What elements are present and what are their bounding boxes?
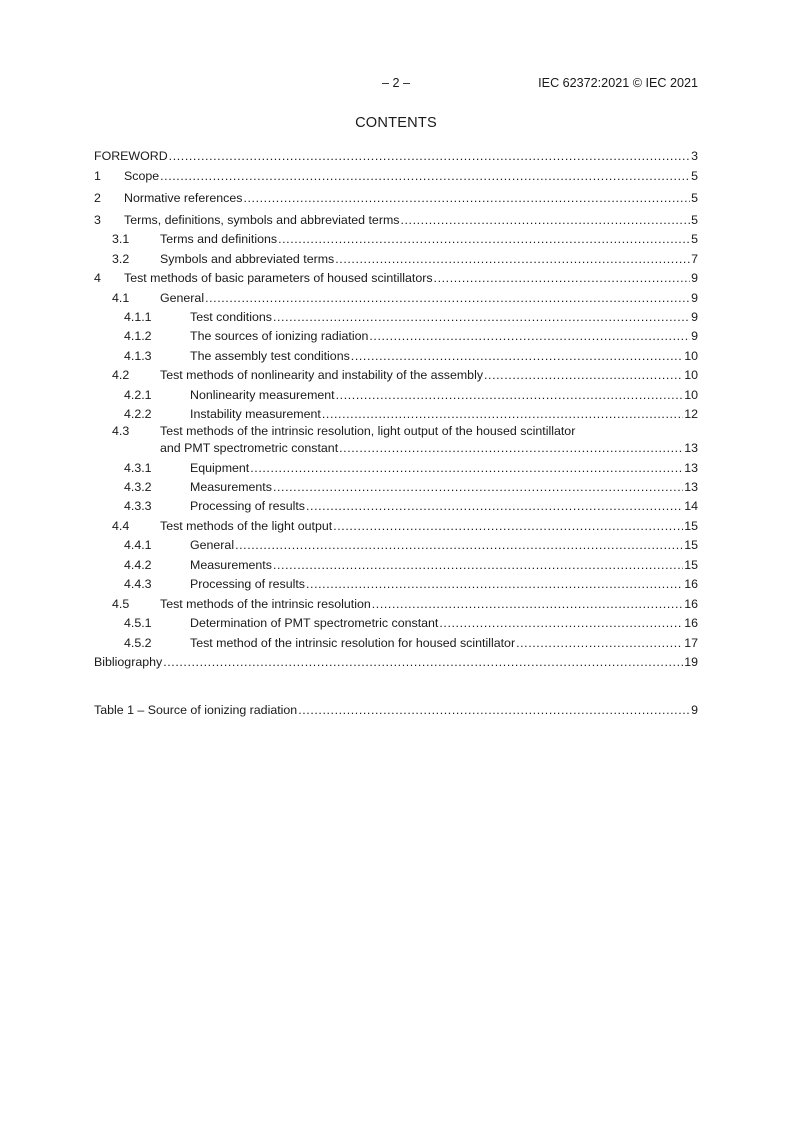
dot-leader — [434, 271, 691, 286]
toc-entry-page: 15 — [684, 557, 698, 572]
toc-entry-4-2-2[interactable] — [94, 403, 698, 422]
toc-entry-line — [112, 422, 698, 439]
toc-entry-4-3-1[interactable] — [94, 456, 698, 475]
toc-entry-page: 17 — [684, 635, 698, 650]
toc-entry-page: 14 — [684, 499, 698, 514]
toc-entry-number: 2 — [94, 190, 101, 205]
toc-entry-bibliography[interactable] — [94, 651, 698, 670]
dot-leader — [298, 703, 690, 718]
toc-entry-title: Test conditions — [190, 309, 272, 324]
toc-entry-4-1[interactable] — [94, 286, 698, 305]
toc-entry-number: 4.2.2 — [124, 407, 152, 422]
dot-leader — [335, 252, 690, 267]
toc-entry-page: 16 — [684, 616, 698, 631]
dot-leader — [306, 499, 683, 514]
toc-entry-title: The assembly test conditions — [190, 348, 350, 363]
toc-entry-page: 16 — [684, 596, 698, 611]
dot-leader — [336, 388, 684, 403]
toc-entry-title: Processing of results — [190, 577, 306, 592]
toc-entry-4-4-1[interactable] — [94, 534, 698, 553]
toc-entry-number: 4.4.3 — [124, 577, 152, 592]
toc-entry-page: 5 — [691, 190, 698, 205]
toc-entry-4-3-3[interactable] — [94, 495, 698, 514]
toc-entry-page: 9 — [691, 329, 698, 344]
toc-entry-page: 13 — [684, 480, 698, 494]
dot-leader — [372, 597, 683, 612]
toc-entry-page: 3 — [691, 149, 698, 164]
toc-entry-page: 13 — [684, 441, 698, 456]
dot-leader — [351, 349, 683, 364]
toc-entry-page: 7 — [691, 251, 698, 266]
toc-entry-3-2[interactable] — [94, 247, 698, 266]
dot-leader — [306, 577, 683, 592]
table-entry-page: 9 — [691, 703, 698, 718]
toc-entry-number: 4.1.2 — [124, 329, 152, 344]
toc-entry-4-1-3[interactable] — [94, 344, 698, 363]
toc-entry-title: General — [160, 290, 205, 305]
toc-entry-title: Measurements — [190, 557, 272, 572]
toc-entry-title: Test methods of basic parameters of housed scintillators — [124, 271, 433, 286]
toc-entry-title: Processing of results — [190, 499, 306, 514]
toc-entry-number: 4.5 — [112, 596, 130, 611]
toc-entry-title: Symbols and abbreviated terms — [160, 251, 335, 266]
toc-entry-page: 15 — [684, 538, 698, 553]
toc-entry-page: 9 — [691, 290, 698, 305]
page-header — [94, 76, 698, 92]
dot-leader — [205, 291, 690, 306]
table-entry-title: Table 1 – Source of ionizing radiation — [94, 703, 298, 718]
toc-entry-title: Instability measurement — [190, 407, 321, 422]
toc-entry-number: 3.2 — [112, 251, 130, 266]
toc-entry-number: 4.1.1 — [124, 309, 152, 324]
toc-entry-title: Test methods of the intrinsic resolution — [160, 596, 371, 611]
table-of-contents — [94, 145, 698, 670]
toc-entry-page: 15 — [684, 518, 698, 533]
dot-leader — [369, 329, 690, 344]
document-id: IEC 62372:2021 © IEC 2021 — [538, 76, 698, 90]
toc-entry-title: Normative references — [124, 190, 243, 205]
toc-entry-title: Measurements — [190, 480, 272, 494]
toc-entry-number: 4.3.2 — [124, 480, 152, 494]
toc-entry-number: 4.3.1 — [124, 460, 152, 475]
toc-entry-number: 4.3.3 — [124, 499, 152, 514]
list-of-tables — [94, 699, 698, 718]
dot-leader — [333, 519, 683, 534]
toc-entry-4-2[interactable] — [94, 364, 698, 383]
dot-leader — [439, 616, 683, 631]
dot-leader — [484, 368, 683, 383]
toc-entry-title: Test method of the intrinsic resolution for housed scintillator — [190, 635, 516, 650]
toc-entry-normative-references[interactable] — [94, 186, 698, 205]
dot-leader — [160, 169, 690, 184]
toc-entry-terms-definitions[interactable] — [94, 208, 698, 227]
toc-entry-3-1[interactable] — [94, 228, 698, 247]
contents-title: CONTENTS — [355, 115, 437, 131]
toc-entry-scope[interactable] — [94, 164, 698, 183]
toc-entry-4-4[interactable] — [94, 514, 698, 533]
toc-entry-number: 4.5.2 — [124, 635, 152, 650]
toc-entry-page: 9 — [691, 271, 698, 286]
toc-entry-title: Determination of PMT spectrometric constant — [190, 616, 439, 631]
toc-entry-title: General — [190, 538, 235, 553]
toc-entry-4-4-3[interactable] — [94, 573, 698, 592]
dot-leader — [243, 191, 690, 206]
toc-entry-title: Terms, definitions, symbols and abbreviated terms — [124, 212, 400, 227]
toc-entry-4-2-1[interactable] — [94, 383, 698, 402]
toc-entry-page: 5 — [691, 212, 698, 227]
toc-entry-number: 4.4.2 — [124, 557, 152, 572]
toc-entry-number: 4.5.1 — [124, 616, 152, 631]
toc-entry-4-5-2[interactable] — [94, 631, 698, 650]
dot-leader — [273, 310, 690, 325]
toc-entry-foreword[interactable] — [94, 145, 698, 164]
dot-leader — [273, 558, 683, 573]
toc-entry-page: 5 — [691, 168, 698, 183]
toc-entry-number: 4.1 — [112, 290, 130, 305]
toc-entry-number: 3.1 — [112, 232, 130, 247]
toc-entry-title: FOREWORD — [94, 149, 168, 164]
toc-entry-page: 10 — [684, 387, 698, 402]
toc-entry-number: 4.2.1 — [124, 387, 152, 402]
toc-entry-4-1-1[interactable] — [94, 306, 698, 325]
toc-entry-number: 3 — [94, 212, 101, 227]
dot-leader — [250, 461, 683, 476]
toc-entry-title: The sources of ionizing radiation — [190, 329, 369, 344]
toc-entry-title: Test methods of the light output — [160, 518, 333, 533]
toc-entry-page: 12 — [684, 407, 698, 422]
toc-entry-number: 4.2 — [112, 368, 130, 383]
toc-entry-number: 4 — [94, 271, 101, 286]
toc-entry-title: Test methods of nonlinearity and instability of the assembly — [160, 368, 484, 383]
toc-entry-4-5[interactable] — [94, 592, 698, 611]
toc-entry-test-methods[interactable] — [94, 267, 698, 286]
toc-entry-page: 16 — [684, 577, 698, 592]
toc-entry-title: Test methods of the intrinsic resolution, light output of the housed scintillator — [160, 424, 576, 439]
dot-leader — [339, 441, 683, 456]
toc-entry-4-3-2[interactable] — [94, 476, 698, 495]
dot-leader — [322, 407, 683, 422]
dot-leader — [163, 655, 683, 670]
toc-entry-page: 5 — [691, 232, 698, 247]
toc-entry-4-3[interactable] — [94, 422, 698, 456]
toc-entry-page: 10 — [684, 348, 698, 363]
toc-entry-number: 4.4.1 — [124, 538, 152, 553]
toc-entry-page: 9 — [691, 309, 698, 324]
page-number: – 2 – — [381, 76, 410, 90]
dot-leader — [169, 149, 690, 164]
toc-entry-page: 10 — [684, 368, 698, 383]
toc-entry-page: 13 — [684, 460, 698, 475]
dot-leader — [235, 538, 683, 553]
toc-entry-number: 4.3 — [112, 424, 130, 439]
toc-entry-4-5-1[interactable] — [94, 612, 698, 631]
toc-entry-title: Bibliography — [94, 654, 163, 669]
toc-entry-title: Scope — [124, 168, 160, 183]
toc-entry-line — [112, 439, 698, 456]
toc-entry-title: Terms and definitions — [160, 232, 278, 247]
toc-entry-number: 4.1.3 — [124, 348, 152, 363]
toc-entry-title: Nonlinearity measurement — [190, 387, 335, 402]
dot-leader — [400, 213, 690, 228]
toc-entry-page: 19 — [684, 654, 698, 669]
toc-entry-title: Equipment — [190, 460, 250, 475]
toc-entry-number: 4.4 — [112, 518, 130, 533]
toc-entry-4-4-2[interactable] — [94, 553, 698, 572]
toc-entry-title-continued: and PMT spectrometric constant — [160, 441, 339, 456]
dot-leader — [278, 232, 690, 247]
toc-entry-4-1-2[interactable] — [94, 325, 698, 344]
dot-leader — [516, 636, 683, 651]
toc-entry-number: 1 — [94, 168, 101, 183]
dot-leader — [273, 480, 683, 495]
table-entry-1[interactable] — [94, 699, 698, 718]
